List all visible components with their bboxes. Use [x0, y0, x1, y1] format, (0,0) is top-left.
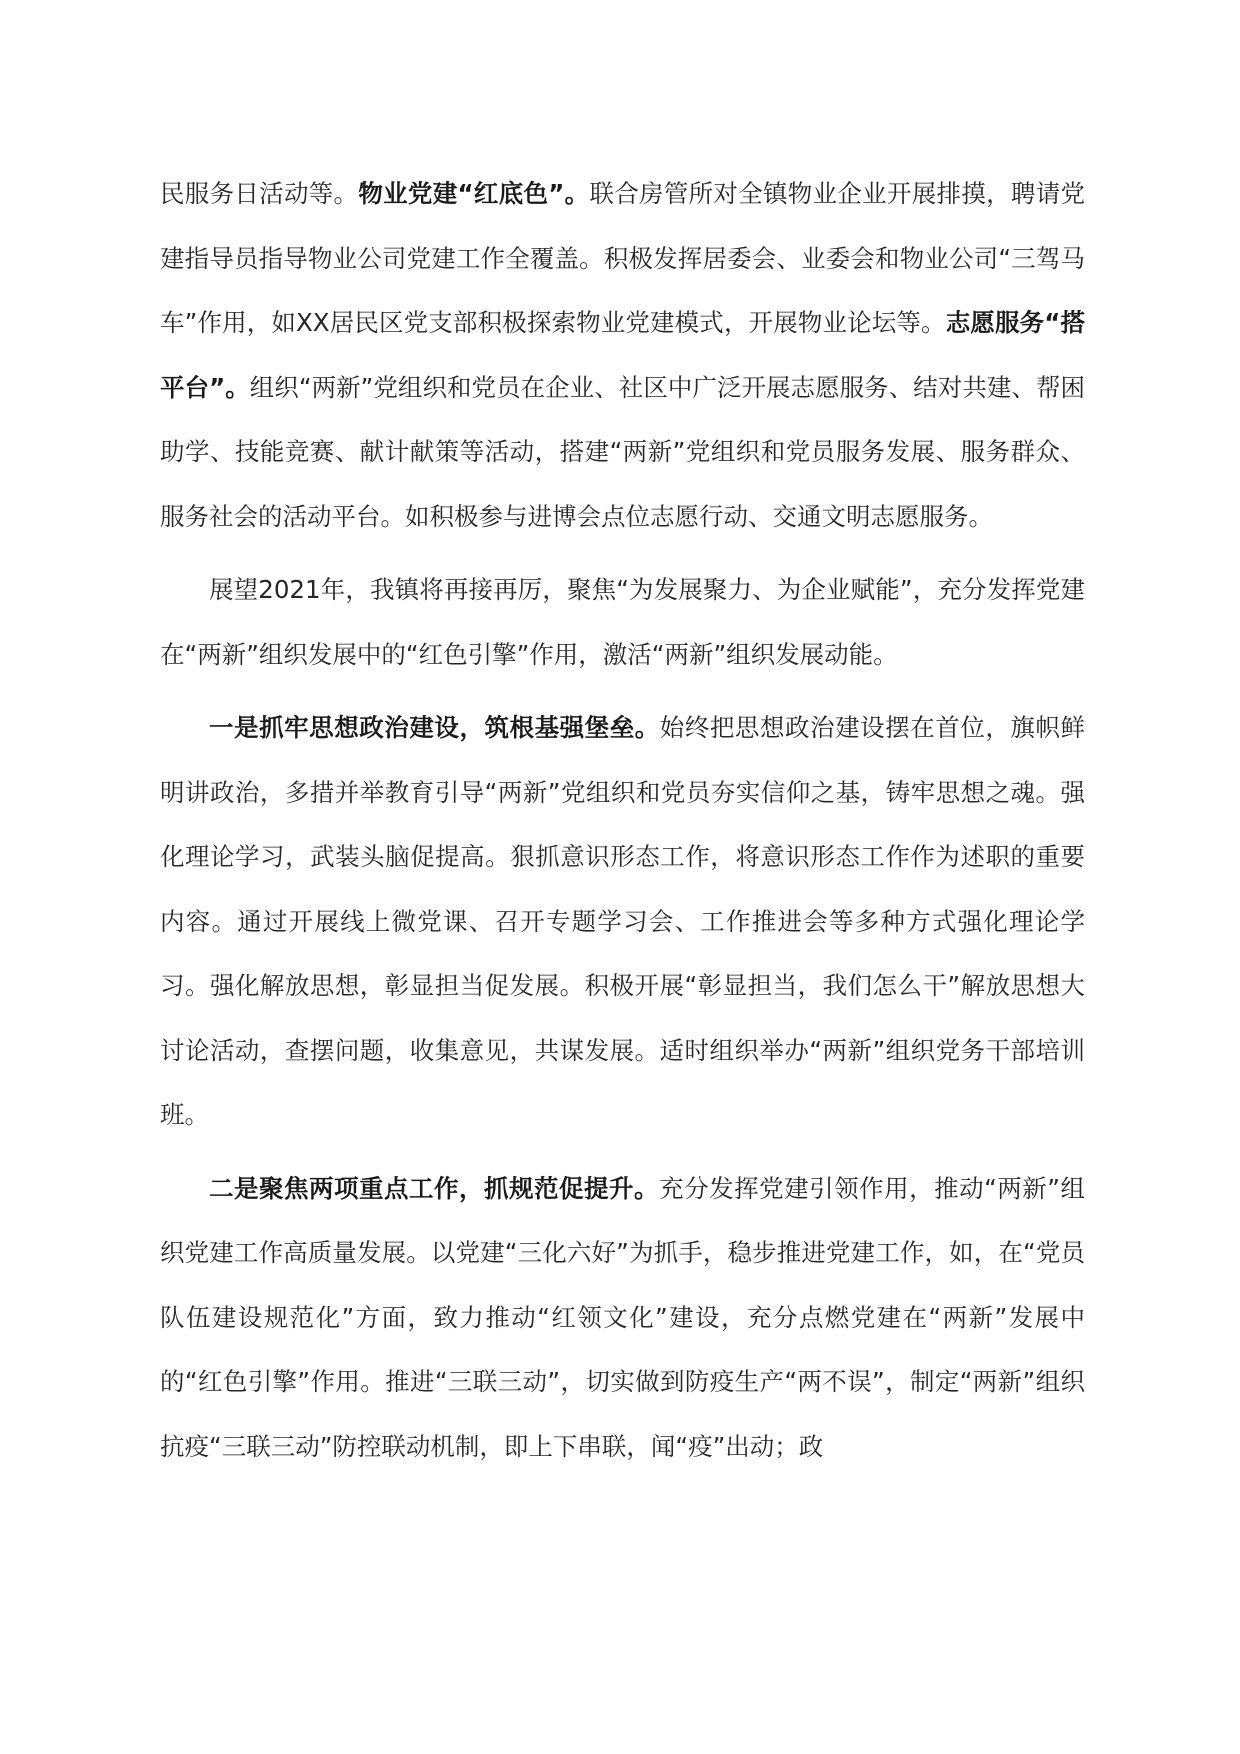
paragraph-point-two	[160, 1157, 1085, 1480]
paragraph-continuation	[160, 162, 1085, 549]
paragraph-point-one	[160, 696, 1085, 1148]
text-run: 展望2021年，我镇将再接再厉，聚焦“为发展聚力、为企业赋能”，充分发挥党建在“两新”组织发展中的“红色引擎”作用，激活“两新”组织发展动能。	[160, 575, 1085, 669]
text-run: 始终把思想政治建设摆在首位，旗帜鲜明讲政治，多措并举教育引导“两新”党组织和党员夯实信仰之基，铸牢思想之魂。强化理论学习，武装头脑促提高。狠抓意识形态工作，将意识形态工作作为述职的重要内容。通过开展线上微党课、召开专题学习会、工作推进会等多种方式强化理论学习。强化解放思想，彰显担当促发展。积极开展“彰显担当，我们怎么干”解放思想大讨论活动，查摆问题，收集意见，共谋发展。适时组织举办“两新”组织党务干部培训班。	[160, 713, 1086, 1129]
bold-heading-volunteer-service: 志愿服务“搭平台”。	[160, 308, 1085, 402]
text-run: 充分发挥党建引领作用，推动“两新”组织党建工作高质量发展。以党建“三化六好”为抓手，稳步推进党建工作，如，在“党员队伍建设规范化”方面，致力推动“红领文化”建设，充分点燃党建在“两新”发展中的“红色引擎”作用。推进“三联三动”，切实做到防疫生产“两不误”，制定“两新”组织抗疫“三联三动”防控联动机制，即上下串联，闻“疫”出动；政	[160, 1173, 1085, 1461]
paragraph-outlook-2021	[160, 558, 1085, 687]
document-body	[160, 162, 1085, 1488]
text-run: 民服务日活动等。	[160, 179, 359, 208]
text-run: 组织“两新”党组织和党员在企业、社区中广泛开展志愿服务、结对共建、帮困助学、技能竞赛、献计献策等活动，搭建“两新”党组织和党员服务发展、服务群众、服务社会的活动平台。如积极参与进博会点位志愿行动、交通文明志愿服务。	[160, 372, 1085, 531]
bold-heading-point-two: 二是聚焦两项重点工作，抓规范促提升。	[209, 1173, 660, 1203]
bold-heading-property-party-building: 物业党建“红底色”。	[358, 179, 590, 208]
text-run: 联合房管所对全镇物业企业开展排摸，聘请党建指导员指导物业公司党建工作全覆盖。积极发挥居委会、业委会和物业公司“三驾马车”作用，如XX居民区党支部积极探索物业党建模式，开展物业论坛等。	[160, 179, 1086, 337]
bold-heading-point-one: 一是抓牢思想政治建设，筑根基强堡垒。	[209, 713, 660, 742]
